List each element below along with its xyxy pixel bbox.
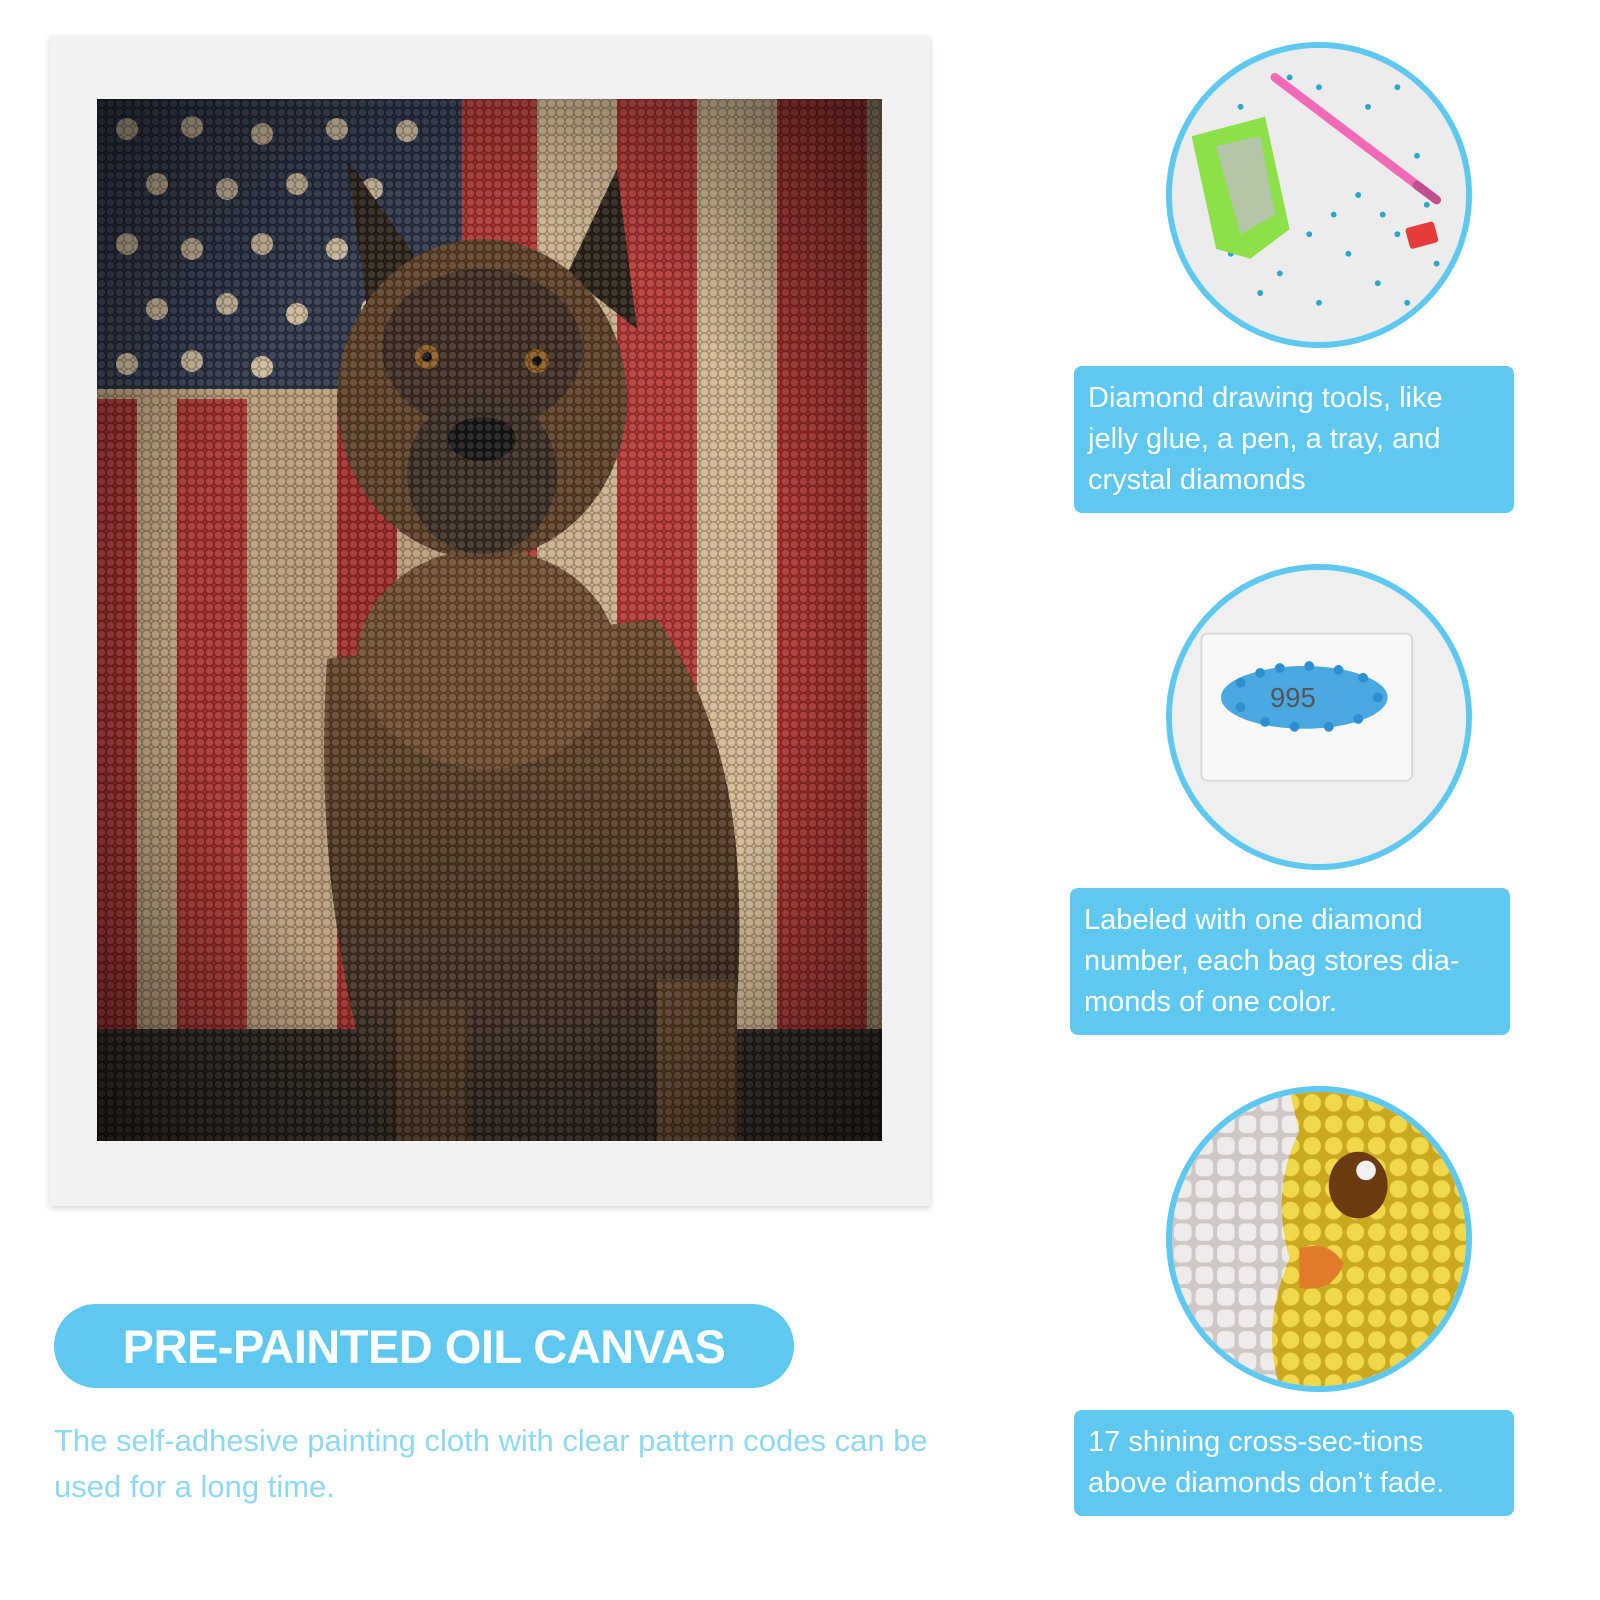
closeup-image xyxy=(1172,1092,1466,1386)
diamond-bag-photo xyxy=(1166,564,1472,870)
diamond-closeup-photo xyxy=(1166,1086,1472,1392)
dog-flag-painting xyxy=(97,99,882,1141)
bag-number-label: 995 xyxy=(1270,682,1316,714)
feature-bag-caption: Labeled with one diamond number, each bag stores dia-monds of one color. xyxy=(1070,888,1510,1035)
bag-image xyxy=(1172,570,1466,864)
feature-tools-caption: Diamond drawing tools, like jelly glue, a pen, a tray, and crystal diamonds xyxy=(1074,366,1514,513)
tools-image xyxy=(1172,48,1466,342)
painting-image xyxy=(97,99,882,1141)
canvas-frame xyxy=(50,36,930,1206)
diamond-tools-photo xyxy=(1166,42,1472,348)
canvas-title-badge xyxy=(54,1304,794,1388)
feature-closeup-caption: 17 shining cross-sec-tions above diamonds don’t fade. xyxy=(1074,1410,1514,1516)
canvas-title: PRE-PAINTED OIL CANVAS xyxy=(122,1319,726,1373)
canvas-description: The self-adhesive painting cloth with clear pattern codes can be used for a long time. xyxy=(54,1423,928,1504)
